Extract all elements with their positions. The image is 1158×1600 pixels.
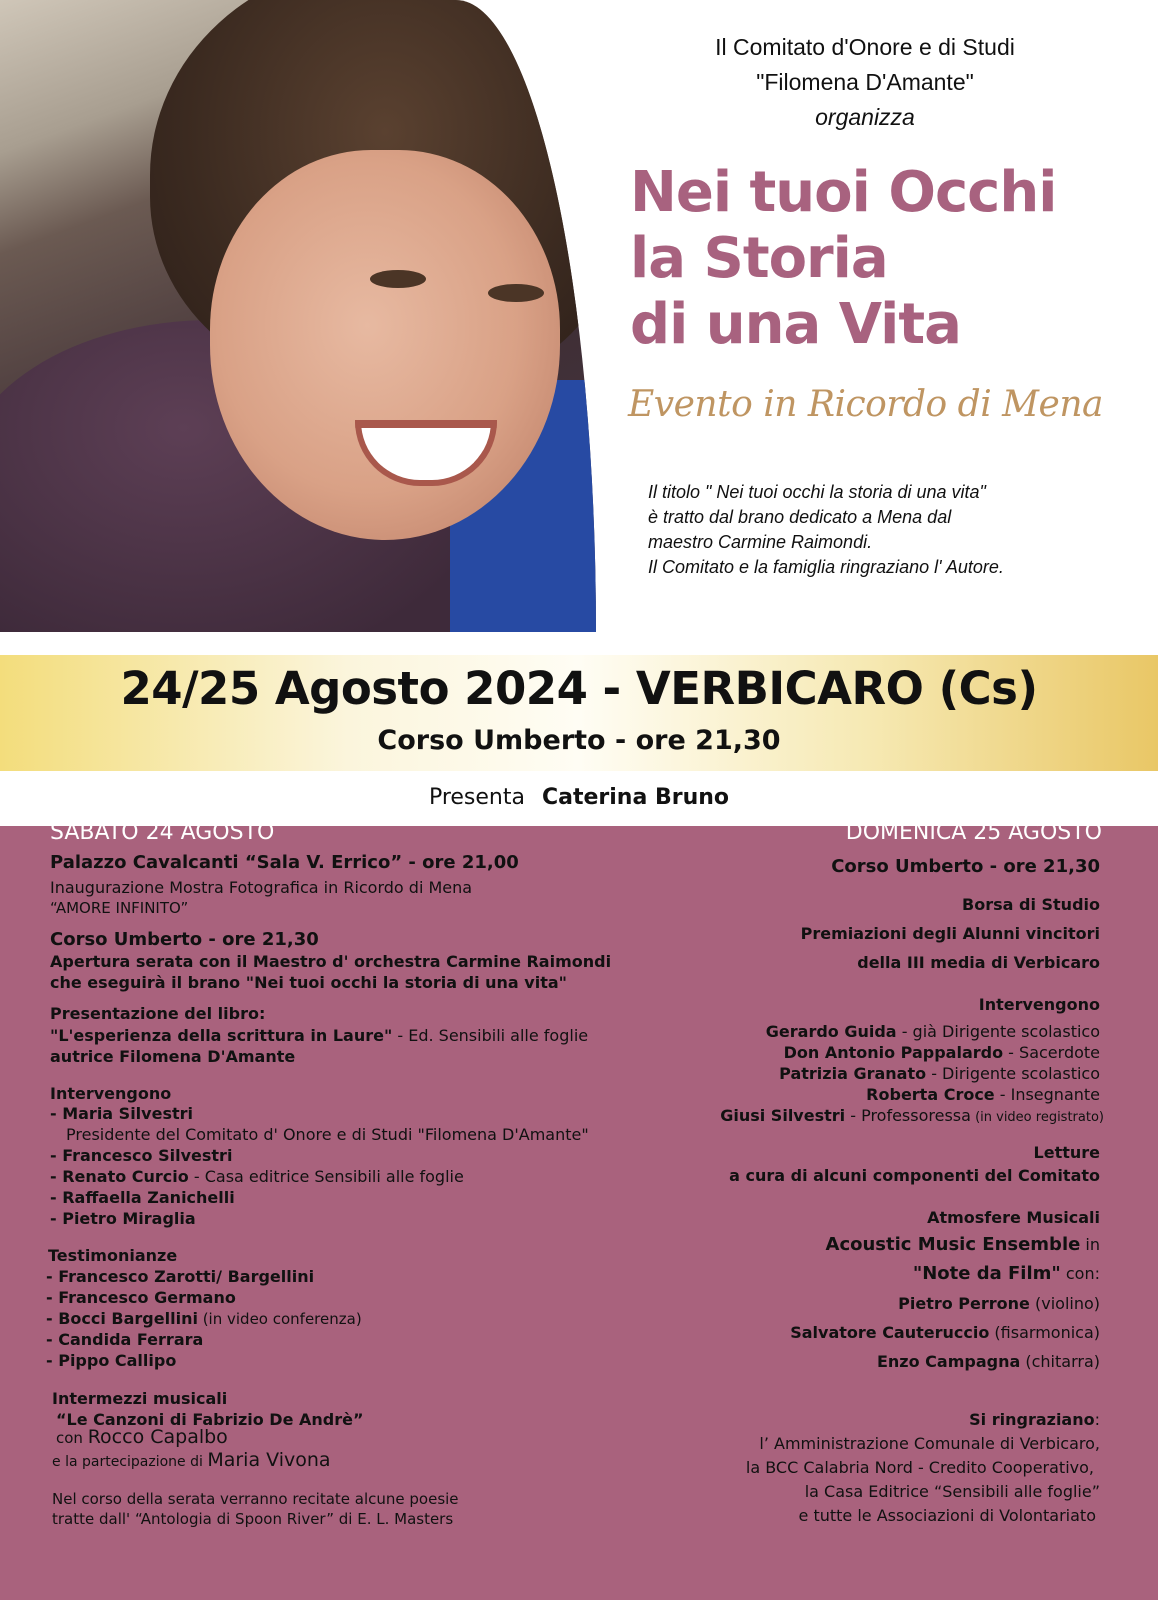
portrait-eye-left <box>370 270 426 288</box>
sun-ensemble-line <box>826 1234 1100 1255</box>
sun-ensemble-in: in <box>1080 1235 1100 1254</box>
sat-venue-2-desc-2: che eseguirà il brano "Nei tuoi occhi la storia di una vita" <box>50 973 567 992</box>
sun-speaker-name: Giusi Silvestri <box>720 1106 846 1125</box>
sat-venue-2: Corso Umberto - ore 21,30 <box>50 929 319 950</box>
sun-speaker-name: Don Antonio Pappalardo <box>783 1043 1004 1062</box>
sun-thanks-colon: : <box>1094 1410 1100 1429</box>
organizer-line-1: Il Comitato d'Onore e di Studi <box>715 34 1015 60</box>
sun-speaker-role: - Professoressa <box>845 1106 971 1125</box>
portrait-photo <box>0 0 596 632</box>
sun-program: "Note da Film" <box>912 1263 1061 1284</box>
sat-testimony <box>46 1309 362 1328</box>
sun-musician-name: Salvatore Cauteruccio <box>790 1323 990 1342</box>
event-date: 24/25 Agosto 2024 - VERBICARO (Cs) <box>120 662 1038 715</box>
sun-scholarship-3: della III media di Verbicaro <box>857 953 1100 972</box>
sun-thanks-heading: Si ringraziano <box>969 1410 1095 1429</box>
sat-testimony-name: - Candida Ferrara <box>46 1330 204 1349</box>
sun-music-heading: Atmosfere Musicali <box>927 1208 1100 1227</box>
sat-speakers-heading: Intervengono <box>50 1084 172 1103</box>
event-title-line-1: Nei tuoi Occhi <box>630 160 1057 225</box>
sat-testimony-name: - Francesco Zarotti/ Bargellini <box>46 1267 315 1286</box>
event-title-line-2: la Storia <box>630 226 888 291</box>
sat-closing-1: Nel corso della serata verranno recitate alcune poesie <box>52 1490 459 1508</box>
sat-speaker <box>50 1146 232 1165</box>
sat-speaker <box>50 1209 196 1228</box>
sun-program-con: con: <box>1060 1264 1100 1283</box>
organizer-line-3: organizza <box>815 104 915 130</box>
sat-speaker <box>50 1167 464 1186</box>
sat-testimonies-heading: Testimonianze <box>48 1246 178 1265</box>
note-line-4: Il Comitato e la famiglia ringraziano l' Autore. <box>648 557 1004 577</box>
sun-musician-role: (violino) <box>1029 1294 1100 1313</box>
sat-testimony-role: (in video conferenza) <box>197 1310 362 1328</box>
portrait-eye-right <box>488 284 544 302</box>
sat-speaker-name: - Francesco Silvestri <box>50 1146 233 1165</box>
sun-musician <box>898 1294 1100 1313</box>
sat-speaker-name: - Pietro Miraglia <box>50 1209 196 1228</box>
presenter-label: Presenta <box>428 785 525 810</box>
sat-testimony <box>46 1351 176 1370</box>
event-title-line-3: di una Vita <box>630 292 961 357</box>
note-line-2: è tratto dal brano dedicato a Mena dal <box>648 507 952 527</box>
note-line-1: Il titolo " Nei tuoi occhi la storia di una vita" <box>648 482 986 502</box>
sat-speaker-role: - Casa editrice Sensibili alle foglie <box>188 1167 464 1186</box>
sun-musician <box>790 1323 1100 1342</box>
sat-interludes-guest-line <box>52 1449 331 1471</box>
sat-testimony-name: - Francesco Germano <box>46 1288 236 1307</box>
sun-thanks-3: la Casa Editrice “Sensibili alle foglie” <box>804 1482 1100 1501</box>
title-note <box>648 480 1118 580</box>
sat-book-title: "L'esperienza della scrittura in Laure" <box>50 1026 393 1045</box>
sun-speaker <box>720 1106 1104 1125</box>
sat-testimony <box>46 1288 236 1307</box>
sat-venue-1: Palazzo Cavalcanti “Sala V. Errico” - ore 21,00 <box>50 852 519 873</box>
event-subtitle: Evento in Ricordo di Mena <box>628 384 1103 425</box>
sun-musician-role: (fisarmonica) <box>989 1323 1100 1342</box>
sat-testimony-name: - Pippo Callipo <box>46 1351 177 1370</box>
sat-book-label: Presentazione del libro: <box>50 1004 266 1023</box>
organizer-line-2: "Filomena D'Amante" <box>756 69 974 95</box>
sun-thanks-1: l’ Amministrazione Comunale di Verbicaro, <box>759 1434 1100 1453</box>
sat-speaker <box>50 1104 193 1123</box>
sun-speaker <box>866 1085 1100 1104</box>
sun-venue: Corso Umberto - ore 21,30 <box>831 856 1100 877</box>
sun-speaker-extra: (in video registrato) <box>970 1110 1104 1125</box>
event-title <box>630 160 1110 358</box>
sun-thanks-4: e tutte le Associazioni di Volontariato <box>798 1506 1096 1525</box>
sun-readings-desc: a cura di alcuni componenti del Comitato <box>729 1166 1100 1185</box>
portrait-face <box>210 150 560 540</box>
sat-interludes-guest: Maria Vivona <box>207 1449 331 1471</box>
note-line-3: maestro Carmine Raimondi. <box>648 532 873 552</box>
sat-speaker-name: - Renato Curcio <box>50 1167 189 1186</box>
sun-speaker <box>766 1022 1100 1041</box>
sun-speaker-role: - Sacerdote <box>1003 1043 1100 1062</box>
sun-speaker-name: Gerardo Guida <box>765 1022 897 1041</box>
sun-ensemble: Acoustic Music Ensemble <box>825 1234 1081 1255</box>
event-place: Corso Umberto - ore 21,30 <box>377 725 781 756</box>
sun-speakers-heading: Intervengono <box>978 995 1100 1014</box>
sun-speaker <box>784 1043 1100 1062</box>
sat-book-line <box>50 1026 588 1045</box>
sat-speaker <box>50 1188 235 1207</box>
sun-scholarship-1: Borsa di Studio <box>962 895 1100 914</box>
sat-book-author: autrice Filomena D'Amante <box>50 1047 296 1066</box>
sat-interludes-with <box>56 1426 228 1448</box>
sat-testimony <box>46 1330 203 1349</box>
sat-closing-2: tratte dall' “Antologia di Spoon River” di E. L. Masters <box>52 1510 454 1528</box>
organizer-header <box>640 30 1090 135</box>
sun-speaker-role: - Dirigente scolastico <box>926 1064 1100 1083</box>
sat-interludes-part-label: e la partecipazione di <box>52 1454 208 1470</box>
sat-interludes-heading: Intermezzi musicali <box>52 1389 228 1408</box>
sun-speaker-role: - già Dirigente scolastico <box>896 1022 1100 1041</box>
sat-speaker-name: - Maria Silvestri <box>50 1104 193 1123</box>
sat-speaker-name: - Raffaella Zanichelli <box>50 1188 235 1207</box>
sat-testimony-name: - Bocci Bargellini <box>46 1309 198 1328</box>
sun-musician-name: Enzo Campagna <box>876 1352 1021 1371</box>
sun-musician-name: Pietro Perrone <box>898 1294 1030 1313</box>
sat-book-publisher: - Ed. Sensibili alle foglie <box>392 1026 589 1045</box>
sun-thanks-heading-line <box>969 1410 1100 1429</box>
sat-venue-2-desc-1: Apertura serata con il Maestro d' orchestra Carmine Raimondi <box>50 952 612 971</box>
sat-interludes-artist: Rocco Capalbo <box>87 1426 228 1448</box>
saturday-heading: SABATO 24 AGOSTO <box>50 820 275 845</box>
sun-speaker-role: - Insegnante <box>994 1085 1100 1104</box>
date-band <box>0 655 1158 771</box>
presenter-line <box>0 780 1158 816</box>
sat-venue-1-desc-2: “AMORE INFINITO” <box>50 899 189 917</box>
sat-interludes-title: “Le Canzoni di Fabrizio De Andrè” <box>56 1410 364 1429</box>
sun-speaker <box>779 1064 1100 1083</box>
sun-musician-role: (chitarra) <box>1020 1352 1100 1371</box>
sun-readings-heading: Letture <box>1033 1143 1100 1162</box>
sun-thanks-2: la BCC Calabria Nord - Credito Cooperativo, <box>745 1458 1094 1477</box>
sat-interludes-with-label: con <box>56 1429 88 1447</box>
presenter-name: Caterina Bruno <box>541 785 730 810</box>
sun-speaker-name: Patrizia Granato <box>779 1064 927 1083</box>
sun-musician <box>877 1352 1100 1371</box>
sat-speaker-role: Presidente del Comitato d' Onore e di Studi "Filomena D'Amante" <box>66 1125 589 1144</box>
sun-speaker-name: Roberta Croce <box>866 1085 995 1104</box>
sat-venue-1-desc-1: Inaugurazione Mostra Fotografica in Ricordo di Mena <box>50 878 473 897</box>
program-panel <box>0 820 1158 1600</box>
sun-program-line <box>913 1263 1100 1284</box>
sun-scholarship-2: Premiazioni degli Alunni vincitori <box>800 924 1100 943</box>
sat-testimony <box>46 1267 314 1286</box>
sunday-heading: DOMENICA 25 AGOSTO <box>845 820 1102 845</box>
